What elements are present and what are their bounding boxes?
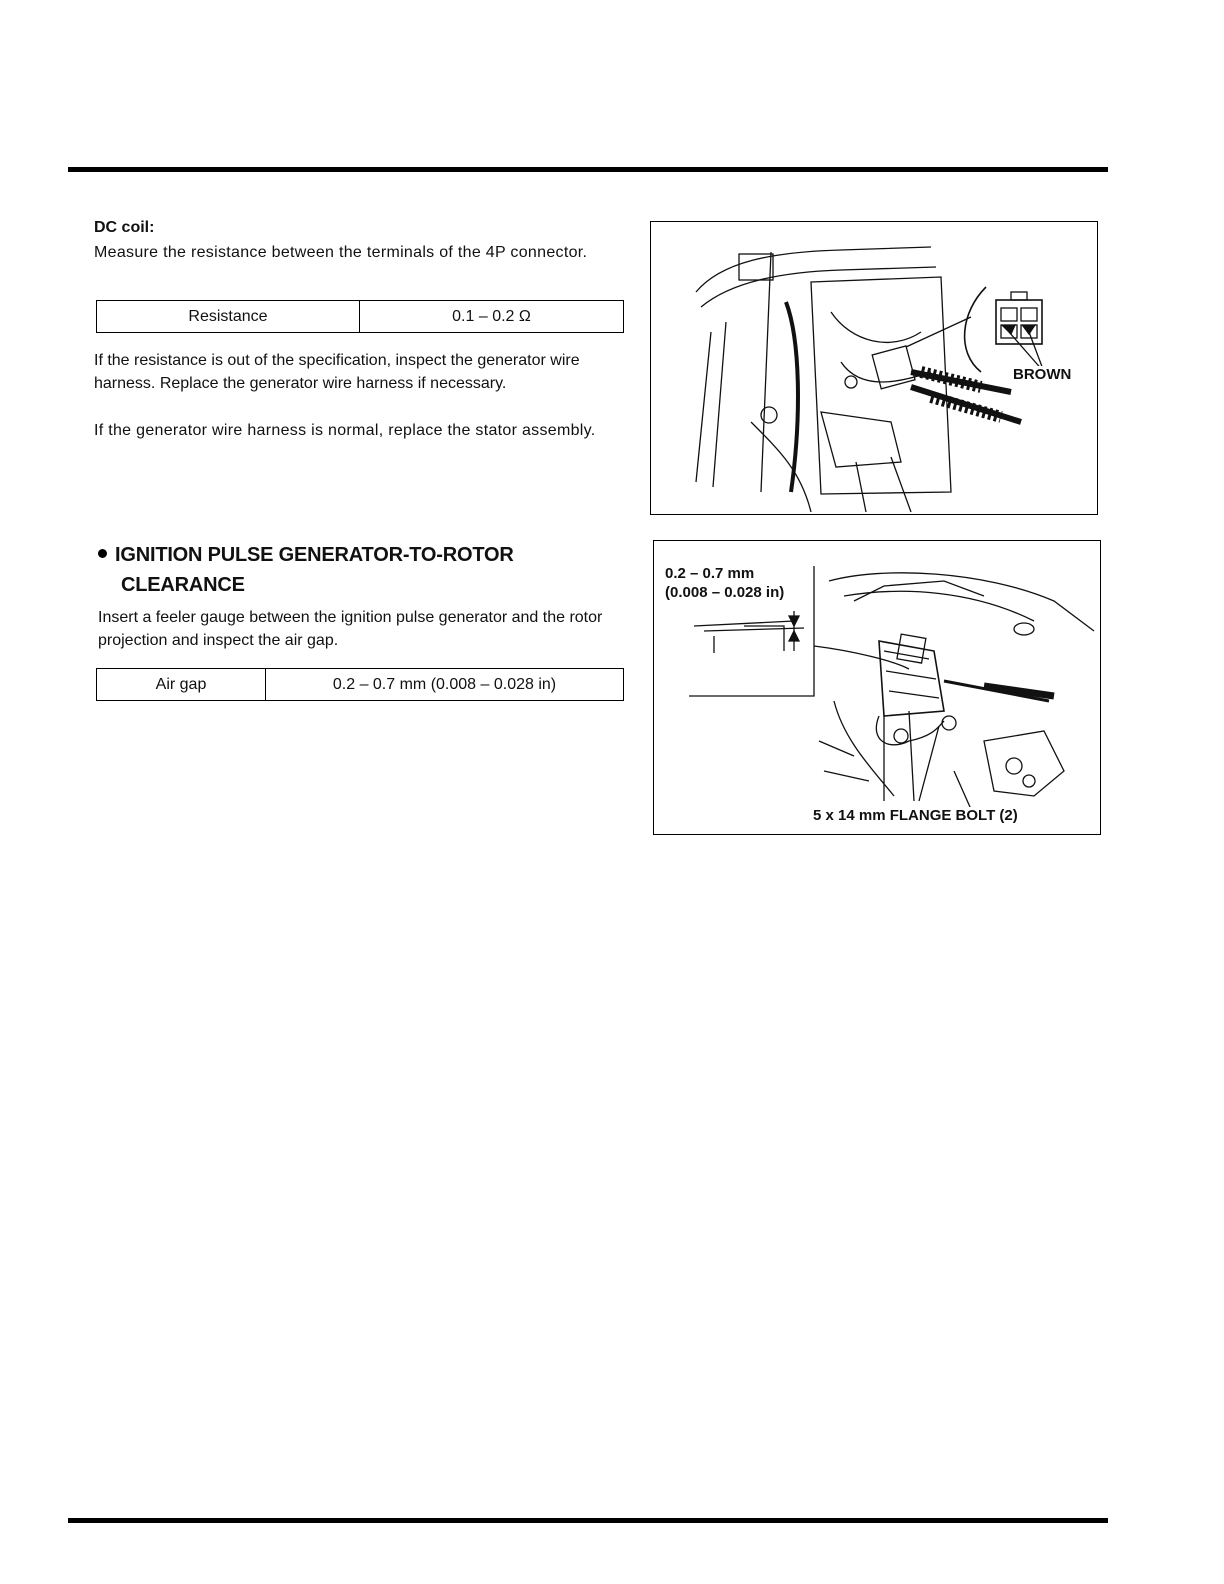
resistance-label: Resistance [97, 301, 360, 333]
dc-coil-note-1: If the resistance is out of the specification, inspect the generator wire harness. Replace the generator wire harness if necessary. [94, 352, 580, 392]
air-gap-label: Air gap [97, 669, 266, 701]
dc-coil-note-2: If the generator wire harness is normal, replace the stator assembly. [94, 422, 596, 439]
air-gap-value: 0.2 – 0.7 mm (0.008 – 0.028 in) [266, 669, 624, 701]
ignition-instruction: Insert a feeler gauge between the ignition pulse generator and the rotor projection and inspect the air gap. [98, 609, 603, 649]
brown-wire-label: BROWN [1013, 366, 1072, 383]
air-gap-spec-table [96, 668, 624, 701]
connector-figure [650, 221, 1098, 515]
top-rule [68, 167, 1108, 172]
bullet-icon [98, 549, 107, 558]
dc-coil-instruction: Measure the resistance between the terminals of the 4P connector. [94, 244, 588, 261]
gap-in-label: (0.008 – 0.028 in) [665, 584, 785, 601]
resistance-spec-table [96, 300, 624, 333]
ignition-heading-line1: IGNITION PULSE GENERATOR-TO-ROTOR [115, 544, 514, 566]
air-gap-figure [653, 540, 1101, 835]
ignition-heading-line2: CLEARANCE [121, 574, 245, 596]
gap-mm-label: 0.2 – 0.7 mm [665, 565, 755, 582]
ignition-heading [98, 540, 514, 600]
bottom-rule [68, 1518, 1108, 1523]
flange-bolt-label: 5 x 14 mm FLANGE BOLT (2) [813, 807, 1018, 824]
resistance-value: 0.1 – 0.2 Ω [360, 301, 624, 333]
dc-coil-title: DC coil: [94, 219, 155, 236]
